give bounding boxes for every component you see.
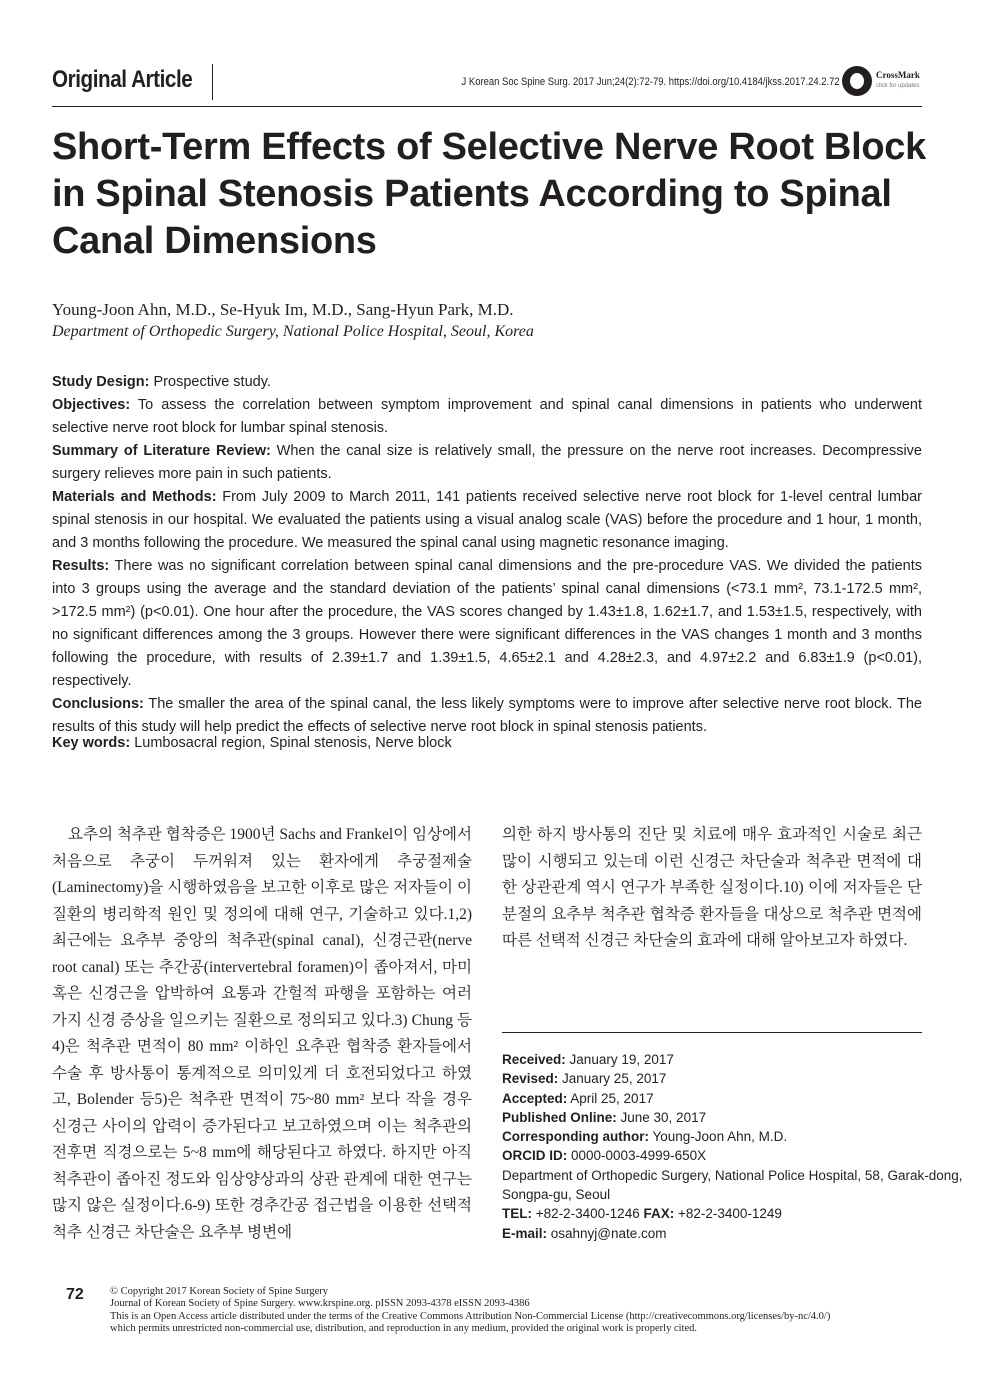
label: Study Design:	[52, 374, 150, 390]
text: There was no significant correlation between spinal canal dimensions and the pre-procedure VAS. We divided the patients into 3 groups using the average and the standard deviation of the patients’ spinal canal dimensions (<73.1 mm², 73.1-172.5 mm², >172.5 mm²) (p<0.01). One hour after the procedure, the VAS scores changed by 1.43±1.8, 1.62±1.7, and 1.53±1.5, respectively, with no significant differences among the 3 groups. However there were significant differences in the VAS changes 1 month and 3 months following the procedure, with results of 2.39±1.7 and 1.39±1.5, 4.65±2.1 and 4.28±2.3, and 4.97±2.2 and 6.83±1.9 (p<0.01), respectively.	[52, 558, 922, 689]
address-line-1: Department of Orthopedic Surgery, National Police Hospital, 58, Garak-dong,	[502, 1167, 963, 1183]
keywords	[52, 735, 452, 751]
footer	[110, 1286, 930, 1335]
abstract-study-design	[52, 371, 922, 394]
text: From July 2009 to March 2011, 141 patients received selective nerve root block for 1-level central lumbar spinal stenosis in our hospital. We evaluated the patients using a visual analog scale (VAS) before the procedure and 1 hour, 1 month, and 3 months following the procedure. We measured the spinal canal using magnetic resonance imaging.	[52, 489, 923, 551]
label: Revised:	[502, 1071, 559, 1087]
footer-line: Journal of Korean Society of Spine Surgery. www.krspine.org. pISSN 2093-4378 eISSN 2093-4386	[110, 1298, 530, 1310]
abstract-conclusions	[52, 693, 922, 739]
text: The smaller the area of the spinal canal, the less likely symptoms were to improve after selective nerve root block. The results of this study will help predict the effects of selective nerve root block in spinal stenosis patients.	[52, 696, 922, 735]
keywords-label: Key words:	[52, 735, 131, 751]
footer-line: This is an Open Access article distributed under the terms of the Creative Commons Attribution Non-Commercial License (http://creativecommons.org/licenses/by-nc/4.0/)	[110, 1310, 831, 1322]
received-row	[502, 1050, 932, 1069]
body-column-right	[502, 822, 922, 955]
abstract-summary	[52, 440, 922, 486]
label: Objectives:	[52, 397, 131, 413]
label: Results:	[52, 558, 110, 574]
affiliation: Department of Orthopedic Surgery, National Police Hospital, Seoul, Korea	[52, 323, 534, 340]
crossmark-icon	[842, 66, 872, 96]
body-paragraph: 의한 하지 방사통의 진단 및 치료에 매우 효과적인 시술로 최근 많이 시행되고 있는데 이런 신경근 차단술과 척추관 면적에 대한 상관관계 역시 연구가 부족한 실정이다.10) 이에 저자들은 단분절의 요추부 척추관 협착증 환자들을 대상으로 척추관 면적에 따른 선택적 신경근 차단술의 효과에 대해 알아보고자 하였다.	[502, 826, 922, 949]
abstract-objectives	[52, 394, 922, 440]
label: TEL:	[502, 1206, 532, 1222]
article-type: Original Article	[52, 66, 193, 93]
page-header	[52, 58, 922, 107]
crossmark-badge[interactable]	[842, 64, 922, 98]
label: Published Online:	[502, 1109, 617, 1125]
article-title: Short-Term Effects of Selective Nerve Root Block in Spinal Stenosis Patients According to Spinal Canal Dimensions	[52, 126, 926, 262]
value: +82-2-3400-1246	[532, 1206, 644, 1222]
article-info	[502, 1050, 963, 1243]
keywords-text: Lumbosacral region, Spinal stenosis, Nerve block	[130, 735, 452, 751]
crossmark-label: CrossMark	[876, 70, 920, 80]
value: January 25, 2017	[558, 1071, 667, 1087]
info-divider	[502, 1032, 922, 1033]
abstract-methods	[52, 486, 922, 555]
revised-row	[502, 1069, 932, 1088]
footer-line: © Copyright 2017 Korean Society of Spine Surgery	[110, 1286, 329, 1297]
value[interactable]: 0000-0003-4999-650X	[567, 1148, 707, 1164]
corresponding-row	[502, 1127, 932, 1146]
label: Accepted:	[502, 1090, 568, 1106]
text: Prospective study.	[149, 374, 271, 390]
value: Young-Joon Ahn, M.D.	[649, 1129, 788, 1145]
label: Summary of Literature Review:	[52, 443, 271, 459]
phone-row	[502, 1204, 932, 1223]
body-paragraph: 요추의 척추관 협착증은 1900년 Sachs and Frankel이 임상에서 처음으로 추궁이 두꺼워져 있는 환자에게 추궁절제술(Laminectomy)을 시행하였음을 보고한 이후로 많은 저자들이 이 질환의 병리학적 원인 및 정의에 대해 연구, 기술하고 있다.1,2) 최근에는 요추부 중앙의 척추관(spinal canal), 신경근관(nerve root canal) 또는 추간공(intervertebral foramen)이 좁아져서, 마미 혹은 신경근을 압박하여 요통과 간헐적 파행을 포함하는 여러 가지 신경 증상을 일으키는 질환으로 정의되고 있다.3) Chung 등4)은 척추관 면적이 80 mm² 이하인 요추관 협착증 환자들에서 수술 후 방사통이 통계적으로 의미있게 더 호전되었다고 하였고, Bolender 등5)은 척추관 면적이 75~80 mm² 보다 작을 경우 신경근 사이의 압력이 증가된다고 보고하였으며 이는 척추관의 전후면 직경으로는 5~8 mm에 해당된다고 하였다. 하지만 아직 척추관이 좁아진 정도와 임상양상과의 상관 관계에 대한 연구는 많지 않은 실정이다.6-9) 또한 경추간공 접근법을 이용한 선택적 척추 신경근 차단술은 요추부 병변에	[52, 826, 472, 1241]
label: Received:	[502, 1052, 566, 1067]
label: FAX:	[643, 1206, 675, 1222]
body-column-left	[52, 822, 472, 1246]
label: Corresponding author:	[502, 1129, 649, 1145]
label: Conclusions:	[52, 696, 144, 712]
page-number: 72	[66, 1286, 84, 1303]
label: Materials and Methods:	[52, 489, 217, 505]
address-line-2: Songpa-gu, Seoul	[502, 1187, 611, 1203]
text: When the canal size is relatively small, the pressure on the nerve root increases. Decompressive surgery relieves more pain in such patients.	[52, 443, 922, 482]
orcid-row	[502, 1146, 932, 1165]
label: E-mail:	[502, 1225, 548, 1241]
header-divider	[212, 64, 213, 100]
value: January 19, 2017	[565, 1052, 674, 1067]
published-row	[502, 1108, 932, 1127]
authors: Young-Joon Ahn, M.D., Se-Hyuk Im, M.D., Sang-Hyun Park, M.D.	[52, 300, 514, 319]
value: +82-2-3400-1249	[674, 1206, 782, 1222]
abstract-results	[52, 555, 922, 693]
email-row	[502, 1224, 932, 1243]
value: June 30, 2017	[616, 1109, 707, 1125]
value: April 25, 2017	[567, 1090, 654, 1106]
crossmark-sub: click for updates	[876, 83, 920, 89]
email-link[interactable]: osahnyj@nate.com	[547, 1225, 667, 1241]
text: To assess the correlation between symptom improvement and spinal canal dimensions in patients who underwent selective nerve root block for lumbar spinal stenosis.	[52, 397, 922, 436]
label: ORCID ID:	[502, 1148, 568, 1164]
citation[interactable]: J Korean Soc Spine Surg. 2017 Jun;24(2):72-79. https://doi.org/10.4184/jkss.2017.24.2.72	[461, 76, 840, 88]
footer-line: which permits unrestricted non-commercial use, distribution, and reproduction in any medium, provided the original work is properly cited.	[110, 1322, 697, 1334]
abstract	[52, 371, 922, 739]
accepted-row	[502, 1089, 932, 1108]
